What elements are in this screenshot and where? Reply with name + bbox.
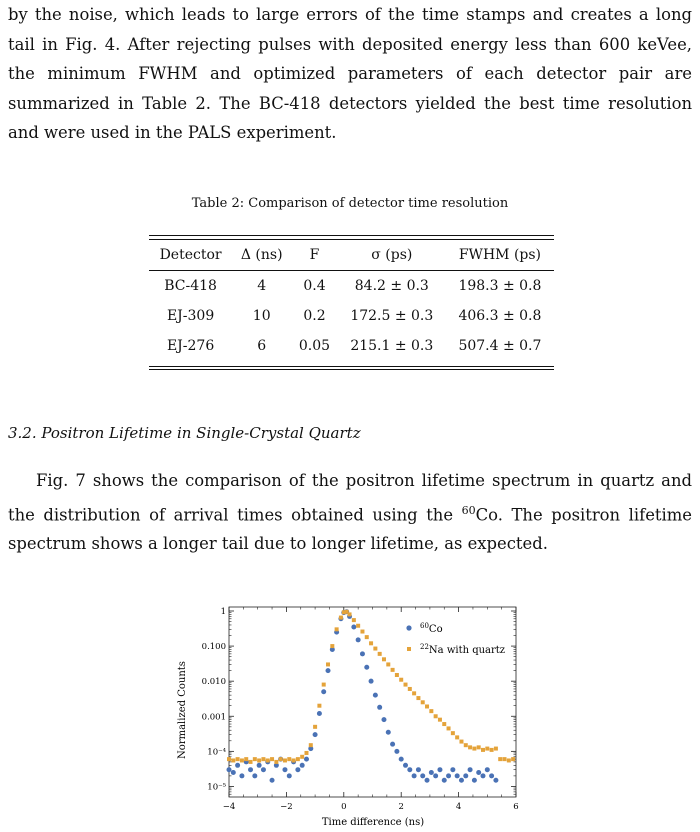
data-point-co60 — [239, 773, 244, 778]
series-co60-points — [227, 609, 499, 782]
data-point-na22 — [300, 755, 304, 759]
legend-label-co60 — [420, 622, 443, 635]
y-tick-label: 10⁻⁴ — [207, 747, 226, 758]
data-point-co60 — [468, 767, 473, 772]
data-point-na22 — [373, 647, 377, 651]
legend-sup-na22: 22 — [420, 643, 429, 651]
data-point-na22 — [408, 687, 412, 691]
data-point-co60 — [416, 767, 421, 772]
y-axis-ticks — [202, 607, 516, 794]
data-point-co60 — [257, 763, 262, 768]
cell-detector: EJ-276 — [166, 338, 215, 354]
data-point-na22 — [279, 757, 283, 761]
x-tick-label: 0 — [341, 802, 347, 812]
plot-border — [229, 607, 516, 797]
cell-sigma: 215.1 ± 0.3 — [350, 338, 434, 354]
data-point-na22 — [227, 757, 231, 761]
data-point-co60 — [373, 693, 378, 698]
chart-legend — [406, 622, 505, 656]
data-point-co60 — [403, 763, 408, 768]
data-point-na22 — [404, 683, 408, 687]
data-point-na22 — [322, 683, 326, 687]
cell-sigma: 84.2 ± 0.3 — [354, 278, 429, 294]
x-tick-label: −4 — [222, 802, 236, 812]
data-point-na22 — [335, 627, 339, 631]
data-point-co60 — [360, 651, 365, 656]
data-point-co60 — [377, 705, 382, 710]
data-point-co60 — [442, 778, 447, 783]
data-point-na22 — [494, 747, 498, 751]
data-point-na22 — [257, 758, 261, 762]
data-point-co60 — [317, 711, 322, 716]
x-tick-label: 4 — [455, 802, 462, 812]
data-point-na22 — [296, 757, 300, 761]
header-sigma: σ (ps) — [371, 247, 413, 263]
para2-text-b: Co. The positron lifetime spectrum shows a longer tail due to longer lifetime, as expected. — [8, 504, 692, 554]
data-point-na22 — [455, 735, 459, 739]
time-resolution-table — [149, 239, 554, 361]
cell-fwhm: 507.4 ± 0.7 — [458, 338, 542, 354]
cell-fwhm: 198.3 ± 0.8 — [458, 278, 542, 294]
data-point-co60 — [420, 773, 425, 778]
data-point-na22 — [283, 758, 287, 762]
data-point-na22 — [317, 704, 321, 708]
cell-delta: 4 — [257, 278, 267, 294]
data-point-na22 — [451, 731, 455, 735]
data-point-co60 — [369, 679, 374, 684]
data-point-co60 — [261, 767, 266, 772]
data-point-na22 — [261, 757, 265, 761]
data-point-na22 — [369, 641, 373, 645]
data-point-co60 — [472, 778, 477, 783]
data-point-co60 — [252, 773, 257, 778]
data-point-na22 — [395, 673, 399, 677]
header-detector: Detector — [159, 247, 222, 263]
data-point-co60 — [231, 770, 236, 775]
data-point-co60 — [394, 749, 399, 754]
data-point-co60 — [235, 763, 240, 768]
data-point-co60 — [455, 773, 460, 778]
table-row — [149, 301, 554, 331]
cell-f: 0.4 — [303, 278, 326, 294]
cell-detector: EJ-309 — [166, 308, 215, 324]
data-point-co60 — [227, 767, 232, 772]
data-point-na22 — [386, 662, 390, 666]
section-heading: 3.2. Positron Lifetime in Single-Crystal Quartz — [8, 424, 361, 442]
data-point-co60 — [356, 637, 361, 642]
data-point-na22 — [434, 714, 438, 718]
data-point-na22 — [326, 662, 330, 666]
data-point-na22 — [412, 691, 416, 695]
table-row — [149, 271, 554, 302]
y-tick-label: 1 — [220, 606, 226, 617]
y-tick-label: 0.010 — [201, 677, 226, 688]
data-point-co60 — [248, 767, 253, 772]
legend-sup-co60: 60 — [420, 622, 429, 630]
data-point-co60 — [270, 778, 275, 783]
data-point-na22 — [292, 758, 296, 762]
data-point-co60 — [295, 767, 300, 772]
data-point-co60 — [304, 757, 309, 762]
data-point-na22 — [481, 748, 485, 752]
data-point-na22 — [438, 718, 442, 722]
table-top-rule — [149, 235, 554, 236]
data-point-co60 — [321, 689, 326, 694]
paragraph-positron-lifetime — [8, 466, 692, 559]
data-point-na22 — [244, 757, 248, 761]
data-point-na22 — [511, 757, 515, 761]
data-point-co60 — [450, 767, 455, 772]
table-bottom-rule-1 — [149, 366, 554, 367]
data-point-na22 — [352, 618, 356, 622]
data-point-na22 — [240, 758, 244, 762]
data-point-na22 — [421, 700, 425, 704]
plot-frame — [229, 607, 516, 797]
data-point-co60 — [300, 763, 305, 768]
header-fwhm: FWHM (ps) — [458, 247, 542, 263]
lifetime-spectrum-chart — [170, 605, 540, 830]
data-point-na22 — [490, 748, 494, 752]
data-point-na22 — [391, 668, 395, 672]
y-tick-label: 0.001 — [201, 712, 226, 723]
x-tick-label: 2 — [398, 802, 404, 812]
series-na22-points — [227, 610, 515, 764]
x-tick-label: 6 — [513, 802, 519, 812]
data-point-co60 — [459, 778, 464, 783]
data-point-co60 — [407, 767, 412, 772]
legend-label-na22 — [420, 643, 505, 656]
legend-marker-na22 — [407, 647, 411, 651]
x-axis-label: Time difference (ns) — [321, 817, 425, 828]
data-point-na22 — [313, 725, 317, 729]
data-point-na22 — [249, 760, 253, 764]
data-point-na22 — [442, 722, 446, 726]
data-point-na22 — [447, 726, 451, 730]
cell-delta: 6 — [257, 338, 267, 354]
cell-sigma: 172.5 ± 0.3 — [350, 308, 434, 324]
data-point-co60 — [351, 624, 356, 629]
data-point-na22 — [348, 612, 352, 616]
x-tick-label: −2 — [280, 802, 293, 812]
legend-name-co60: Co — [428, 624, 443, 635]
y-tick-label: 10⁻⁵ — [207, 782, 226, 793]
data-point-na22 — [503, 757, 507, 761]
data-point-co60 — [463, 773, 468, 778]
data-point-na22 — [287, 757, 291, 761]
header-delta: Δ (ns) — [240, 247, 283, 263]
data-point-na22 — [365, 635, 369, 639]
data-point-na22 — [472, 747, 476, 751]
table-row — [149, 331, 554, 361]
table-header-row — [149, 240, 554, 271]
data-point-na22 — [425, 704, 429, 708]
data-point-co60 — [433, 773, 438, 778]
data-point-co60 — [313, 732, 318, 737]
data-point-na22 — [464, 743, 468, 747]
header-f: F — [309, 247, 320, 263]
data-point-na22 — [236, 757, 240, 761]
data-point-na22 — [270, 757, 274, 761]
para2-text-a: Fig. 7 shows the comparison of the positron lifetime spectrum in quartz and the distribution of arrival times obtained using the — [8, 471, 692, 524]
data-point-co60 — [381, 717, 386, 722]
data-point-na22 — [382, 657, 386, 661]
data-point-na22 — [378, 652, 382, 656]
cell-delta: 10 — [252, 308, 271, 324]
data-point-co60 — [326, 668, 331, 673]
data-point-na22 — [459, 740, 463, 744]
data-point-co60 — [493, 778, 498, 783]
data-point-na22 — [253, 757, 257, 761]
y-tick-label: 0.100 — [201, 642, 226, 653]
data-point-co60 — [429, 770, 434, 775]
data-point-na22 — [304, 751, 308, 755]
data-point-na22 — [468, 745, 472, 749]
legend-marker-co60 — [406, 625, 411, 630]
table-bottom-rule-2 — [149, 369, 554, 370]
data-point-co60 — [412, 773, 417, 778]
data-point-co60 — [386, 730, 391, 735]
data-point-co60 — [364, 665, 369, 670]
data-point-na22 — [274, 760, 278, 764]
data-point-co60 — [399, 757, 404, 762]
data-point-na22 — [266, 758, 270, 762]
legend-name-na22: Na with quartz — [428, 645, 506, 656]
data-point-na22 — [309, 743, 313, 747]
data-point-na22 — [360, 630, 364, 634]
data-point-na22 — [477, 745, 481, 749]
data-point-co60 — [390, 742, 395, 747]
data-point-co60 — [489, 773, 494, 778]
data-point-co60 — [287, 773, 292, 778]
data-point-co60 — [437, 767, 442, 772]
data-point-co60 — [480, 773, 485, 778]
data-point-na22 — [339, 616, 343, 620]
data-point-na22 — [330, 644, 334, 648]
data-point-co60 — [485, 767, 490, 772]
data-point-na22 — [485, 747, 489, 751]
table-caption: Table 2: Comparison of detector time resolution — [191, 196, 509, 211]
data-point-co60 — [282, 767, 287, 772]
data-point-co60 — [476, 770, 481, 775]
cell-fwhm: 406.3 ± 0.8 — [458, 308, 542, 324]
data-point-co60 — [446, 773, 451, 778]
data-point-na22 — [507, 758, 511, 762]
paragraph-time-resolution: by the noise, which leads to large errors of the time stamps and creates a long tail in Fig. 4. After rejecting pulses with deposited energy less than 600 keVee, the minimum FWHM and optimized parameters of each detector pair are summarized in Table 2. The BC-418 detectors yielded the best time resolution and were used in the PALS experiment. — [8, 5, 692, 142]
data-point-na22 — [429, 709, 433, 713]
data-point-na22 — [416, 696, 420, 700]
para2-superscript: 60 — [461, 503, 476, 517]
data-point-na22 — [231, 758, 235, 762]
cell-f: 0.2 — [303, 308, 326, 324]
data-point-na22 — [399, 678, 403, 682]
data-point-na22 — [498, 757, 502, 761]
data-point-na22 — [356, 624, 360, 628]
cell-detector: BC-418 — [164, 278, 217, 294]
y-axis-label: Normalized Counts — [177, 661, 188, 759]
cell-f: 0.05 — [298, 338, 331, 354]
data-point-co60 — [425, 778, 430, 783]
